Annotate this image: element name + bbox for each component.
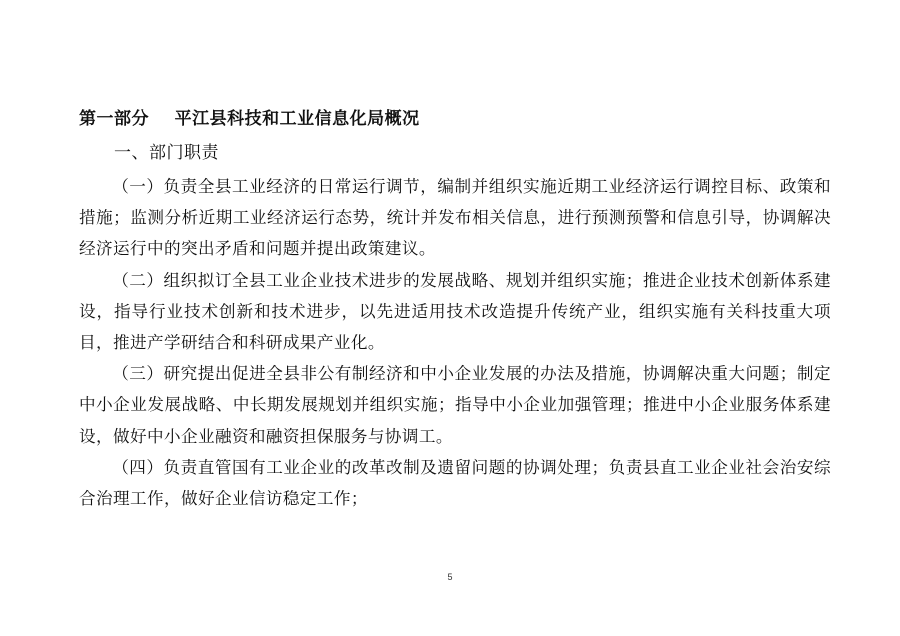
page-number: 5 bbox=[447, 572, 453, 582]
paragraph-2: （二）组织拟订全县工业企业技术进步的发展战略、规划并组织实施；推进企业技术创新体系建设，指导行业技术创新和技术进步，以先进适用技术改造提升传统产业，组织实施有关科技重大项目，推进产学研结合和科研成果产业化。 bbox=[79, 270, 831, 353]
subsection-title: 一、部门职责 bbox=[114, 143, 219, 163]
paragraph-1: （一）负责全县工业经济的日常运行调节，编制并组织实施近期工业经济运行调控目标、政策和措施；监测分析近期工业经济运行态势，统计并发布相关信息，进行预测预警和信息引导，协调解决经济运行中的突出矛盾和问题并提出政策建议。 bbox=[79, 177, 831, 259]
body-text bbox=[79, 171, 831, 514]
paragraph-3: （三）研究提出促进全县非公有制经济和中小企业发展的办法及措施，协调解决重大问题；制定中小企业发展战略、中长期发展规划并组织实施；指导中小企业加强管理；推进中小企业服务体系建设，做好中小企业融资和融资担保服务与协调工。 bbox=[79, 364, 831, 446]
paragraph-4: （四）负责直管国有工业企业的改革改制及遗留问题的协调处理；负责县直工业企业社会治安综合治理工作，做好企业信访稳定工作； bbox=[79, 457, 831, 509]
section-title: 第一部分 平江县科技和工业信息化局概况 bbox=[79, 109, 420, 129]
